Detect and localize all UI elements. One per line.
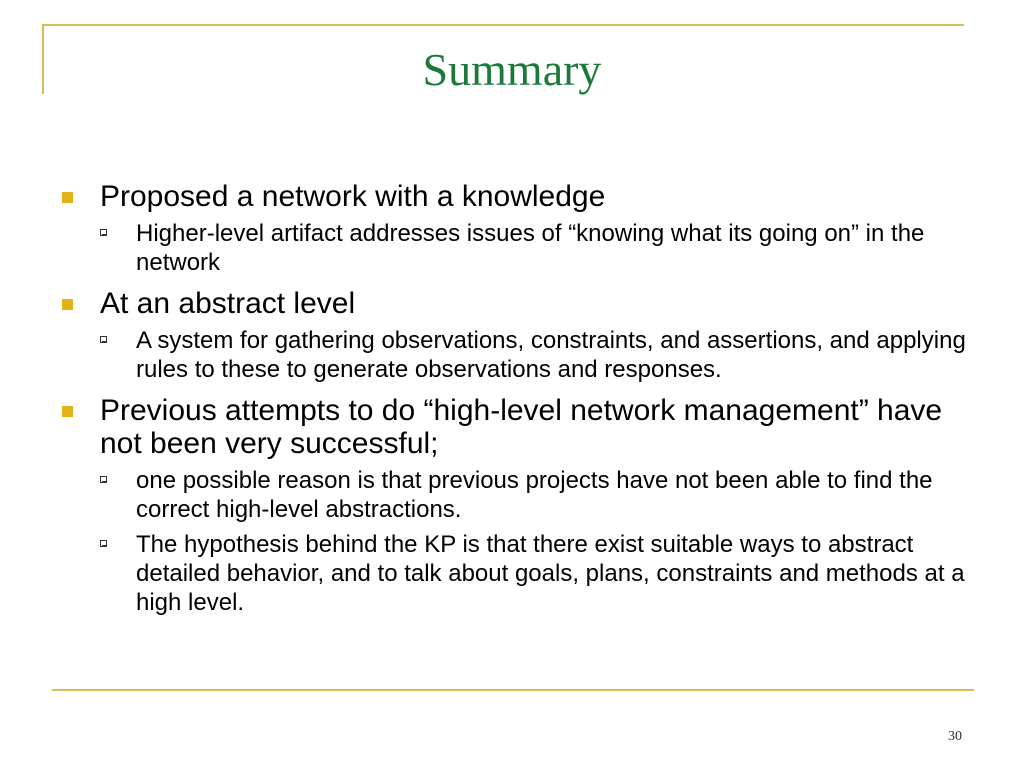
hollow-square-bullet-icon xyxy=(100,476,107,483)
page-number: 30 xyxy=(948,729,962,744)
bullet-item xyxy=(62,394,972,460)
sub-bullet-item xyxy=(100,219,972,277)
sub-bullet-text: Higher-level artifact addresses issues of “knowing what its going on” in the network xyxy=(136,220,925,276)
square-bullet-icon xyxy=(62,192,73,203)
hollow-square-bullet-icon xyxy=(100,540,107,547)
square-bullet-icon xyxy=(62,406,73,417)
sub-bullet-text: A system for gathering observations, constraints, and assertions, and applying rules to these to generate observations and responses. xyxy=(136,327,966,383)
sub-bullet-text: The hypothesis behind the KP is that there exist suitable ways to abstract detailed behavior, and to talk about goals, plans, constraints and methods at a high level. xyxy=(136,531,965,616)
bullet-text: Previous attempts to do “high-level network management” have not been very successful; xyxy=(100,394,943,460)
square-bullet-icon xyxy=(62,299,73,310)
bullet-text: Proposed a network with a knowledge xyxy=(100,180,606,213)
slide-title: Summary xyxy=(422,44,602,95)
bullet-item xyxy=(62,287,972,320)
slide-content xyxy=(62,180,972,617)
bullet-text: At an abstract level xyxy=(100,287,356,320)
sub-bullet-item xyxy=(100,530,972,617)
bullet-item xyxy=(62,180,972,213)
sub-bullet-item xyxy=(100,326,972,384)
sub-bullet-item xyxy=(100,466,972,524)
sub-bullet-text: one possible reason is that previous projects have not been able to find the correct high-level abstractions. xyxy=(136,467,933,523)
bottom-rule xyxy=(52,689,974,691)
top-rule xyxy=(42,24,964,26)
hollow-square-bullet-icon xyxy=(100,229,107,236)
hollow-square-bullet-icon xyxy=(100,336,107,343)
